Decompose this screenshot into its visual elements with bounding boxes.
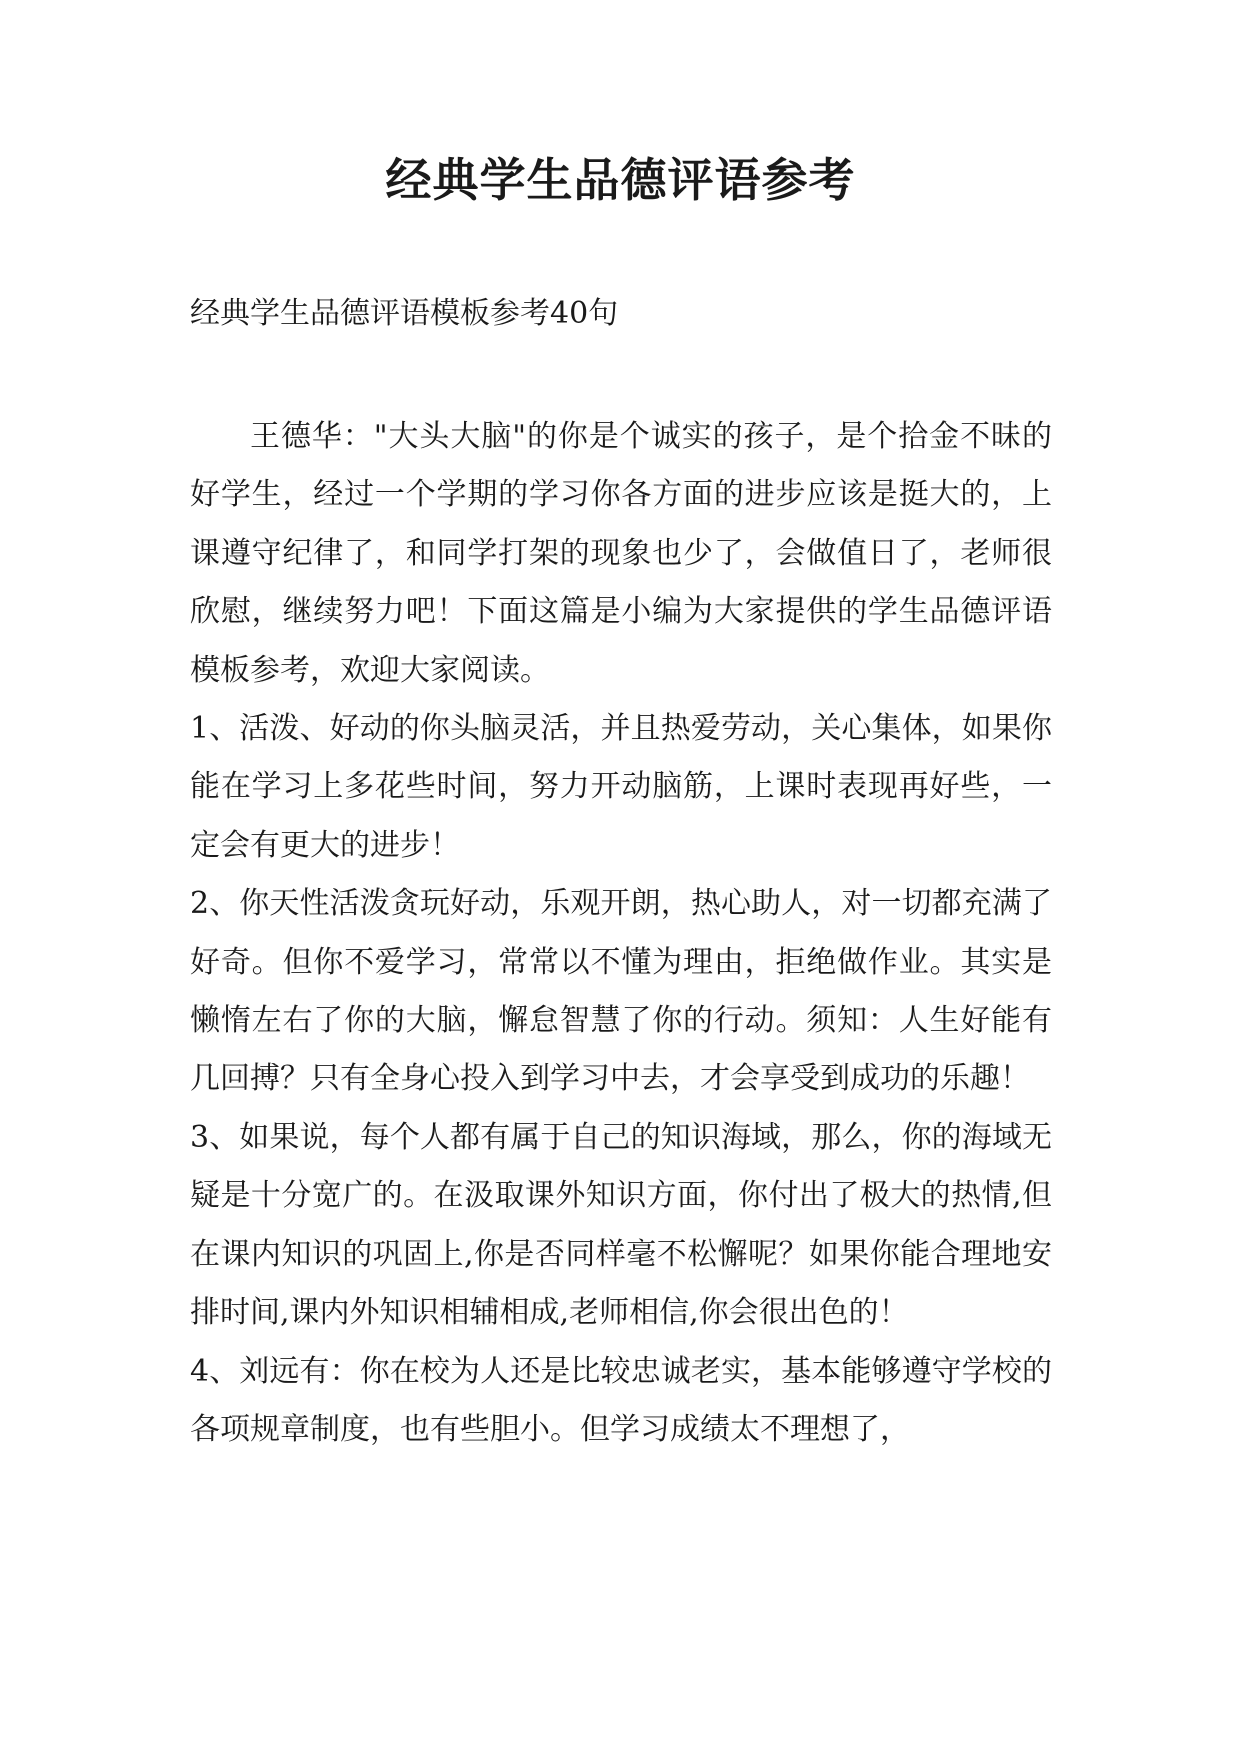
- document-body: [190, 408, 1052, 1459]
- comment-paragraph-1: 1、活泼、好动的你头脑灵活，并且热爱劳动，关心集体，如果你能在学习上多花些时间，努力开动脑筋，上课时表现再好些，一定会有更大的进步！: [190, 711, 1052, 863]
- document-subtitle: 经典学生品德评语模板参考40句: [190, 296, 619, 331]
- comment-paragraph-3: 3、如果说，每个人都有属于自己的知识海域，那么，你的海域无疑是十分宽广的。在汲取课外知识方面，你付出了极大的热情,但在课内知识的巩固上,你是否同样毫不松懈呢？如果你能合理地安排时间,课内外知识相辅相成,老师相信,你会很出色的！: [190, 1119, 1052, 1331]
- comment-paragraph-4: 4、刘远有：你在校为人还是比较忠诚老实，基本能够遵守学校的各项规章制度，也有些胆小。但学习成绩太不理想了，: [190, 1353, 1052, 1447]
- document-title: 经典学生品德评语参考: [385, 153, 856, 207]
- comment-paragraph-2: 2、你天性活泼贪玩好动，乐观开朗，热心助人，对一切都充满了好奇。但你不爱学习，常常以不懂为理由，拒绝做作业。其实是懒惰左右了你的大脑，懈怠智慧了你的行动。须知：人生好能有几回搏？只有全身心投入到学习中去，才会享受到成功的乐趣！: [190, 886, 1052, 1097]
- intro-paragraph: 王德华："大头大脑"的你是个诚实的孩子，是个拾金不昧的好学生，经过一个学期的学习你各方面的进步应该是挺大的，上课遵守纪律了，和同学打架的现象也少了，会做值日了，老师很欣慰，继续努力吧！下面这篇是小编为大家提供的学生品德评语模板参考，欢迎大家阅读。: [190, 419, 1052, 688]
